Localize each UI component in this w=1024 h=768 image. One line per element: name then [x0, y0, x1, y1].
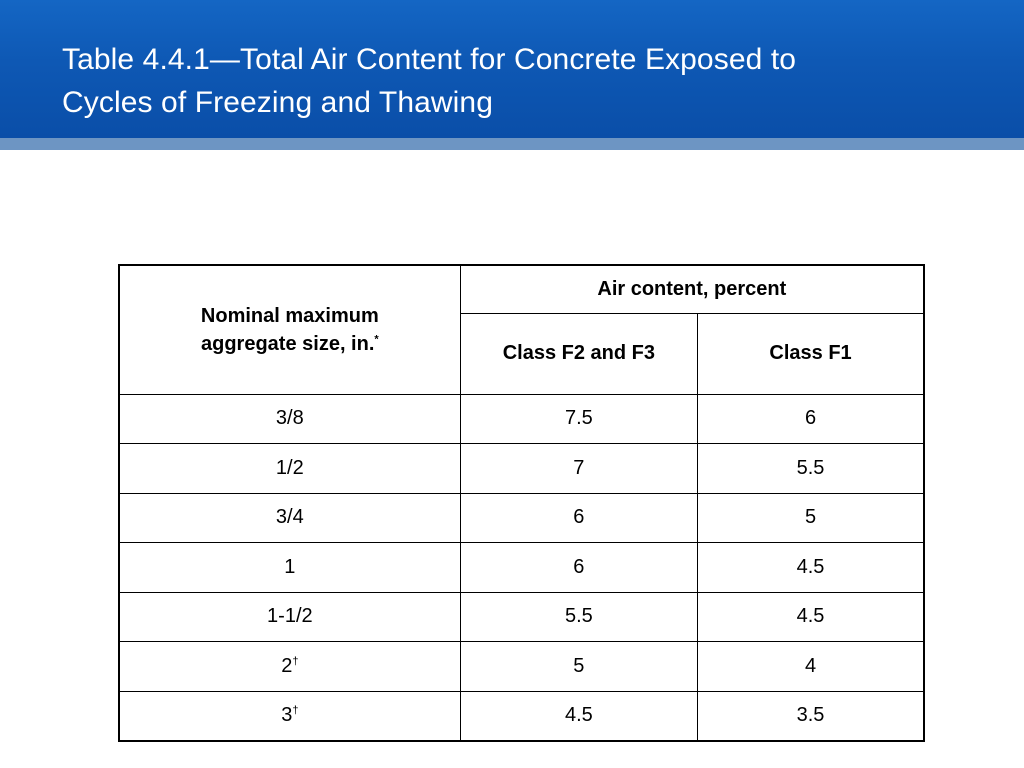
footnote-mark: † — [292, 704, 299, 717]
cell-class-f2-f3: 6 — [460, 493, 697, 543]
cell-aggregate-size — [119, 444, 460, 494]
cell-class-f1: 4 — [698, 642, 924, 692]
cell-aggregate-size — [119, 691, 460, 741]
cell-class-f1: 6 — [698, 394, 924, 444]
table-row — [119, 543, 924, 593]
table-body — [119, 394, 924, 741]
cell-class-f2-f3: 4.5 — [460, 691, 697, 741]
header-aggregate-size-line-2: aggregate size, in. — [201, 332, 375, 355]
aggregate-size-value: 3/8 — [275, 407, 304, 430]
cell-class-f1: 4.5 — [698, 543, 924, 593]
aggregate-size-value: 1-1/2 — [267, 605, 313, 628]
air-content-table — [118, 264, 925, 742]
cell-class-f2-f3: 7.5 — [460, 394, 697, 444]
aggregate-size-value: 3 — [281, 704, 293, 726]
header-class-f1: Class F1 — [698, 313, 924, 394]
header-aggregate-size-line-1: Nominal maximum — [200, 304, 379, 327]
title-stripe — [0, 138, 1024, 150]
header-air-content: Air content, percent — [460, 265, 924, 313]
slide-title-line-2: Cycles of Freezing and Thawing — [62, 86, 493, 119]
table-row — [119, 493, 924, 543]
table-row — [119, 444, 924, 494]
header-aggregate-size — [119, 265, 460, 394]
cell-class-f2-f3: 5 — [460, 642, 697, 692]
cell-class-f2-f3: 7 — [460, 444, 697, 494]
cell-class-f2-f3: 5.5 — [460, 592, 697, 642]
cell-aggregate-size — [119, 642, 460, 692]
table-row — [119, 642, 924, 692]
table-row — [119, 691, 924, 741]
footnote-mark: † — [292, 655, 299, 668]
table-row — [119, 592, 924, 642]
aggregate-size-value: 1 — [284, 555, 296, 578]
cell-aggregate-size — [119, 543, 460, 593]
cell-class-f1: 5 — [698, 493, 924, 543]
aggregate-size-value: 2 — [281, 654, 293, 677]
cell-aggregate-size — [119, 592, 460, 642]
slide-title — [62, 38, 962, 124]
cell-class-f2-f3: 6 — [460, 543, 697, 593]
header-class-f2-f3: Class F2 and F3 — [460, 313, 697, 394]
cell-aggregate-size — [119, 394, 460, 444]
cell-class-f1: 5.5 — [698, 444, 924, 494]
slide-title-line-1: Table 4.4.1—Total Air Content for Concrete Exposed to — [62, 43, 797, 76]
table-row — [119, 394, 924, 444]
cell-class-f1: 3.5 — [698, 691, 924, 741]
cell-aggregate-size — [119, 493, 460, 543]
cell-class-f1: 4.5 — [698, 592, 924, 642]
aggregate-size-value: 3/4 — [275, 506, 304, 529]
aggregate-size-value: 1/2 — [275, 456, 304, 479]
header-footnote-mark: * — [374, 333, 379, 346]
